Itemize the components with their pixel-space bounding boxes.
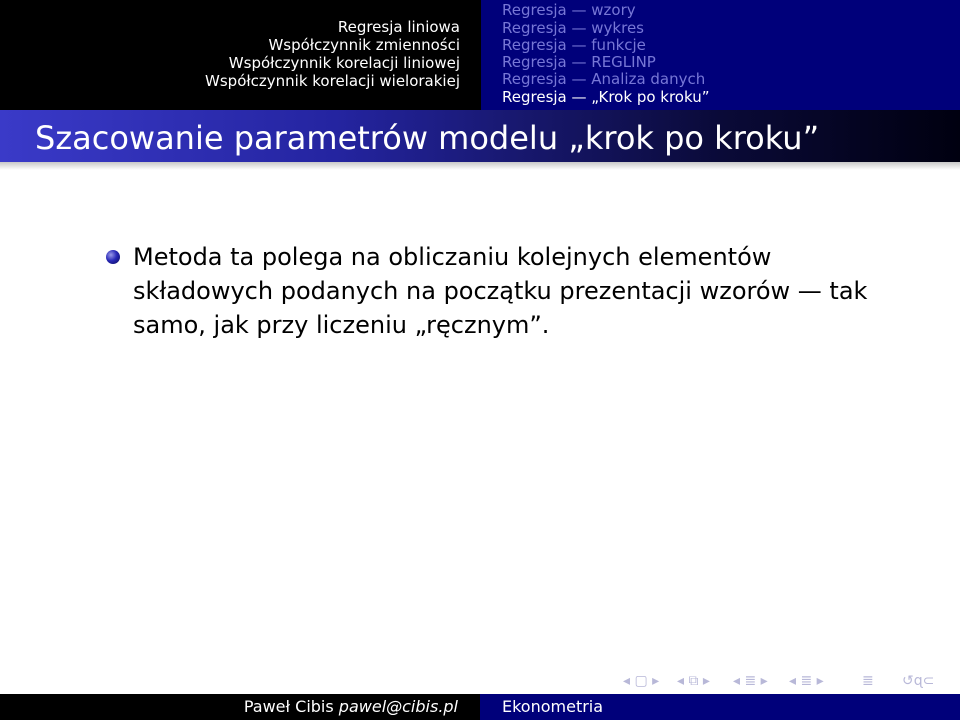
- search-icon[interactable]: ↺ɋ⊂: [902, 673, 935, 689]
- header-navigation: [0, 0, 960, 110]
- author-name: Paweł Cibis: [243, 697, 334, 716]
- frame-nav-icon[interactable]: ◂ ▢ ▸: [623, 673, 660, 689]
- section-navigation: [0, 0, 480, 110]
- section-nav-icon-2[interactable]: ◂ ≣ ▸: [789, 673, 824, 689]
- bullet-icon: [106, 250, 120, 264]
- author-email: pawel@cibis.pl: [338, 697, 458, 716]
- body-line: samo, jak przy liczeniu „ręcznym”.: [133, 311, 550, 339]
- nav-section-korelacji-wielorakiej[interactable]: Współczynnik korelacji wielorakiej: [205, 72, 460, 90]
- nav-section-wspolczynnik-zmiennosci[interactable]: Współczynnik zmienności: [268, 36, 460, 54]
- nav-section-regresja-liniowa[interactable]: Regresja liniowa: [337, 18, 460, 36]
- body-paragraph: [133, 240, 893, 342]
- nav-section-korelacji-liniowej[interactable]: Współczynnik korelacji liniowej: [228, 54, 460, 72]
- nav-subsection-analiza-danych[interactable]: Regresja — Analiza danych: [502, 70, 706, 88]
- nav-subsection-wykres[interactable]: Regresja — wykres: [502, 19, 644, 37]
- nav-subsection-wzory[interactable]: Regresja — wzory: [502, 1, 636, 19]
- title-shadow: [0, 162, 960, 170]
- body-line: składowych podanych na początku prezentacji wzorów — tak: [133, 277, 868, 305]
- footer-title: Ekonometria: [502, 697, 604, 716]
- subsection-nav-icon[interactable]: ◂ ⧉ ▸: [677, 673, 710, 689]
- align-icon[interactable]: ≣: [862, 673, 874, 689]
- nav-subsection-krok-po-kroku[interactable]: Regresja — „Krok po kroku”: [502, 88, 710, 106]
- subsection-navigation: [481, 0, 960, 110]
- nav-subsection-reglinp[interactable]: Regresja — REGLINP: [502, 53, 656, 71]
- section-nav-icon[interactable]: ◂ ≣ ▸: [733, 673, 768, 689]
- frame-title: Szacowanie parametrów modelu „krok po kroku”: [35, 119, 820, 157]
- nav-subsection-funkcje[interactable]: Regresja — funkcje: [502, 36, 646, 54]
- footer-title-bar: [480, 694, 960, 720]
- body-line: Metoda ta polega na obliczaniu kolejnych elementów: [133, 243, 772, 271]
- frame-title-bar: [0, 110, 960, 162]
- footer-author: [0, 694, 480, 720]
